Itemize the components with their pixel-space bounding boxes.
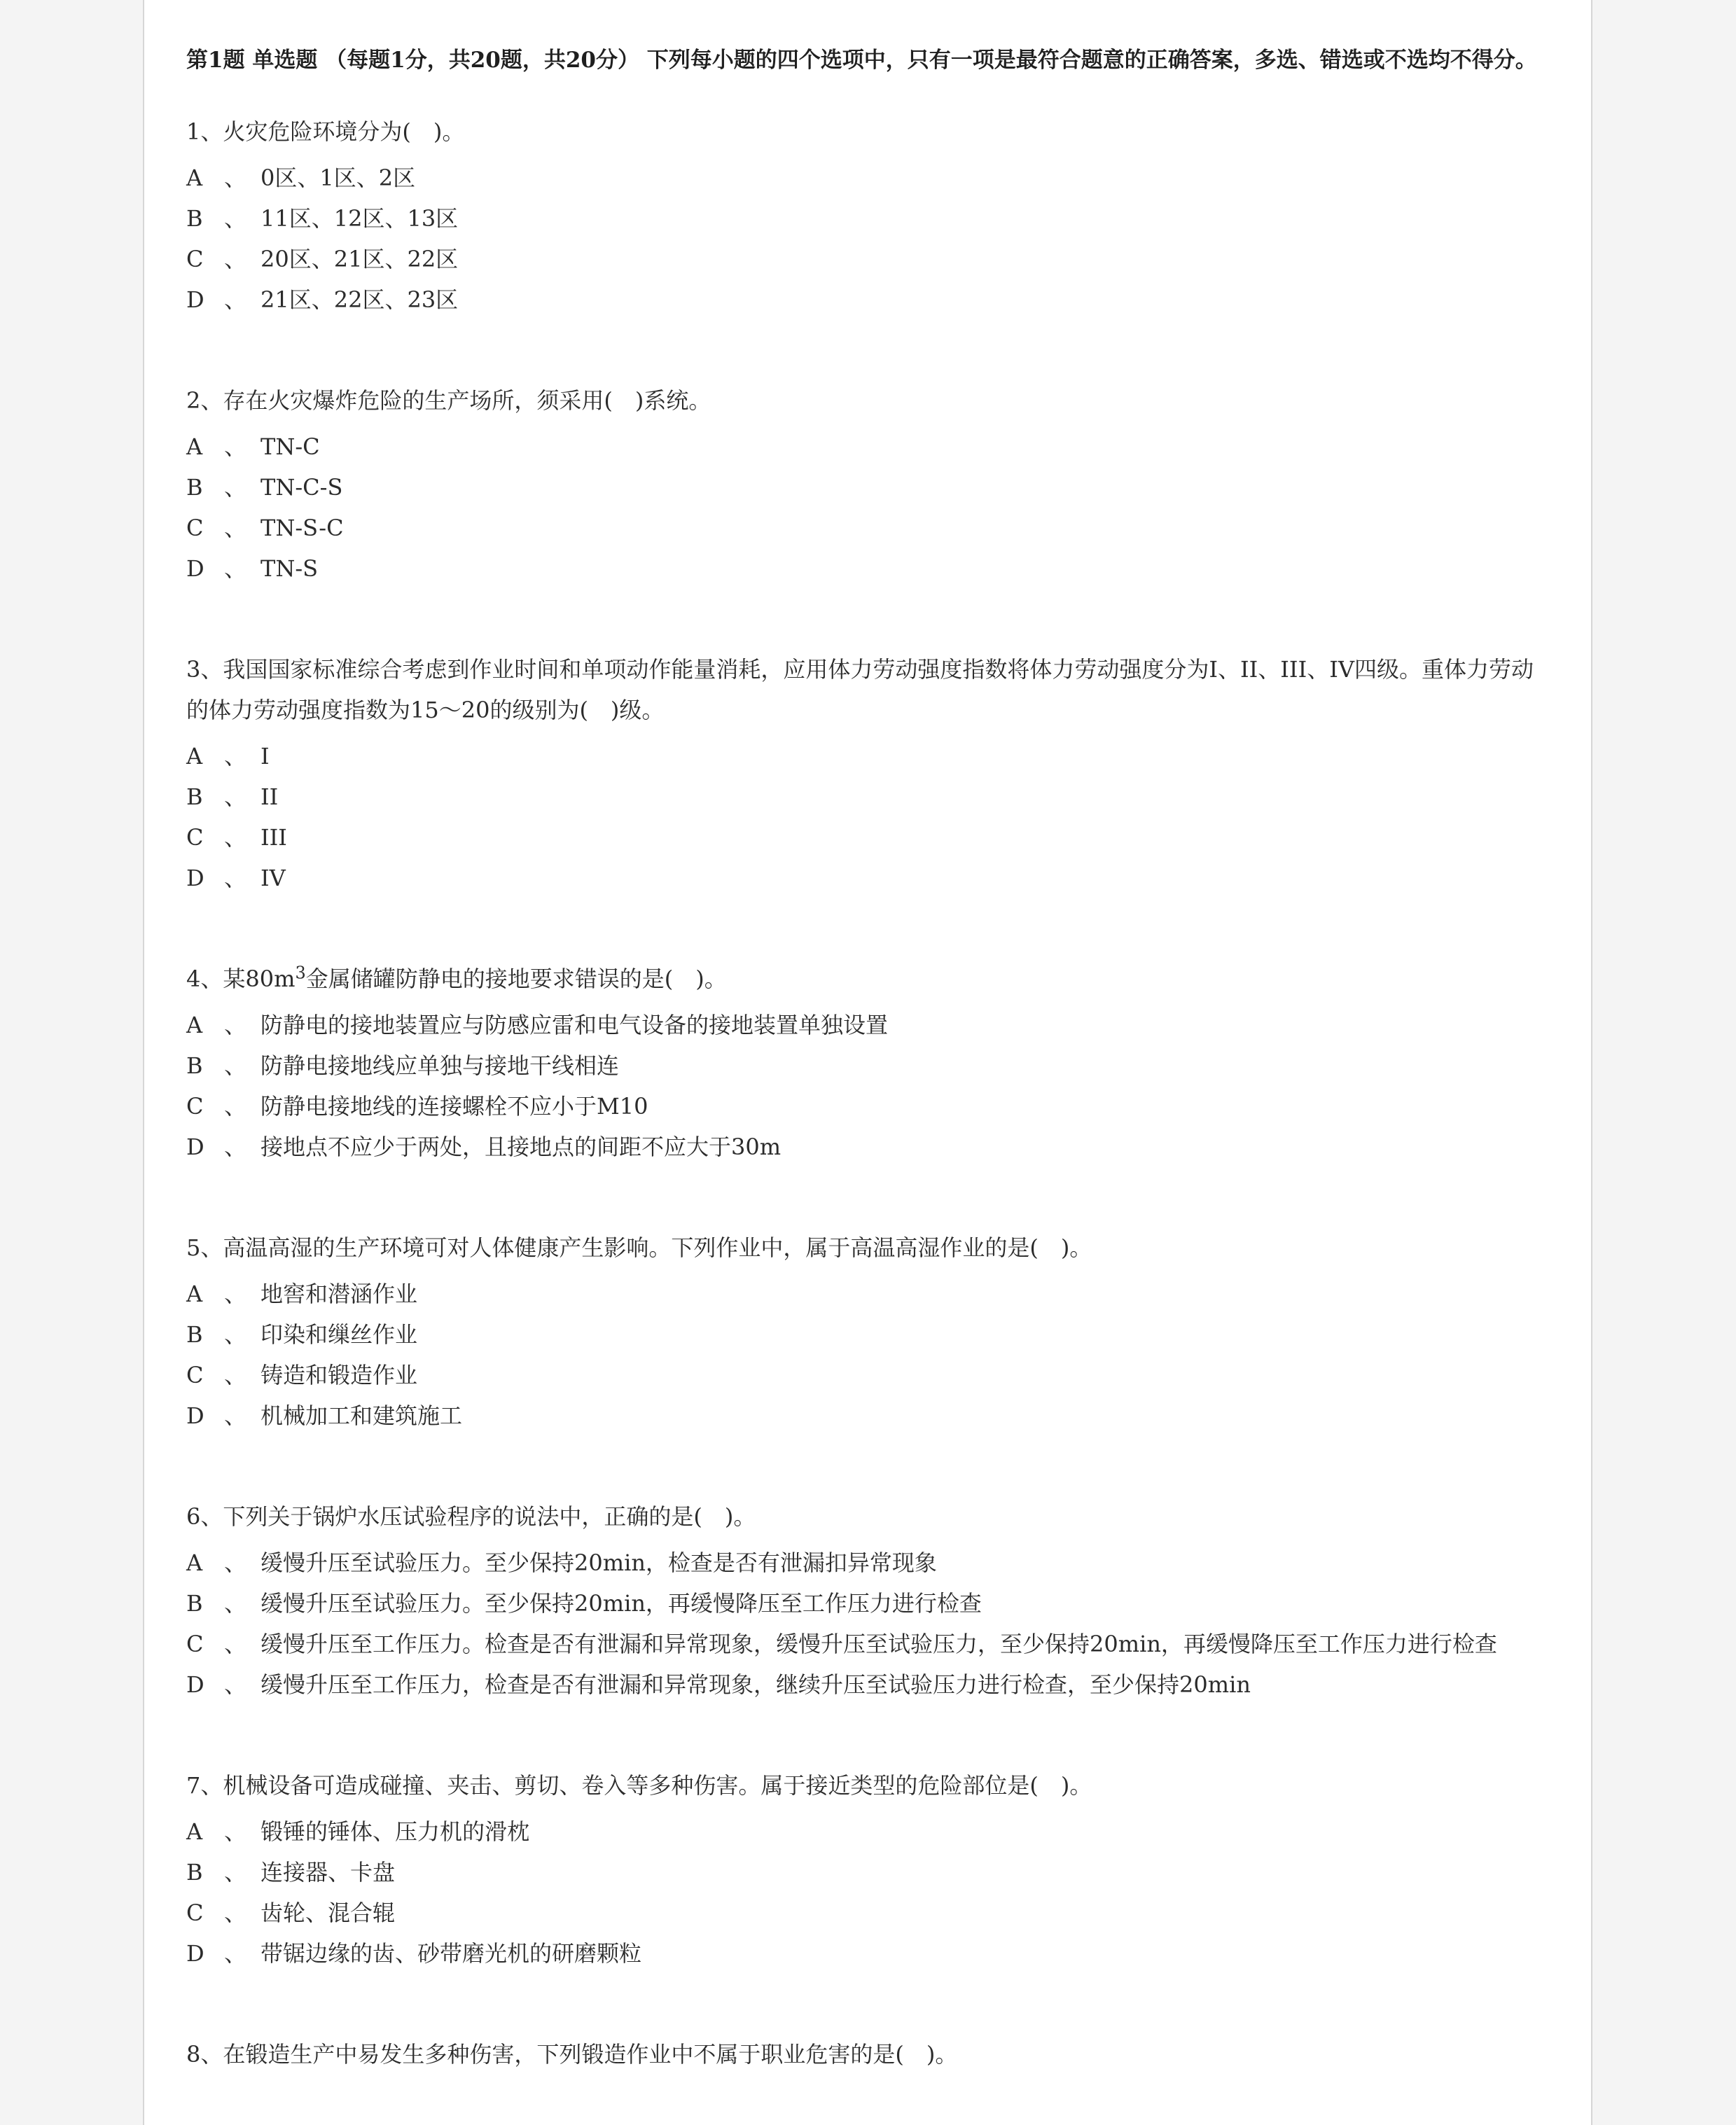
- option-letter: C: [186, 1631, 204, 1657]
- option-letter: A: [186, 743, 203, 769]
- option-text: TN-C-S: [261, 474, 343, 501]
- option-text: 防静电的接地装置应与防感应雷和电气设备的接地装置单独设置: [261, 1012, 889, 1038]
- question-7: [186, 1765, 1545, 1974]
- question-title: 8、在锻造生产中易发生多种伤害，下列锻造作业中不属于职业危害的是( )。: [186, 2041, 958, 2068]
- option-d[interactable]: [186, 279, 1545, 320]
- option-separator: 、: [224, 433, 247, 460]
- option-letter: A: [186, 1549, 203, 1576]
- option-text: 锻锤的锤体、压力机的滑枕: [261, 1818, 530, 1845]
- question-8: [186, 2034, 1545, 2075]
- option-separator: 、: [224, 515, 247, 541]
- option-separator: 、: [224, 1940, 247, 1967]
- question-6: [186, 1496, 1545, 1705]
- option-b[interactable]: [186, 776, 1545, 817]
- superscript-exponent: 3: [295, 963, 306, 983]
- option-c[interactable]: [186, 1086, 1545, 1127]
- option-separator: 、: [224, 205, 247, 232]
- option-letter: B: [186, 1590, 203, 1617]
- option-c[interactable]: [186, 1355, 1545, 1395]
- option-letter: D: [186, 865, 204, 891]
- option-a[interactable]: [186, 1811, 1545, 1852]
- option-separator: 、: [224, 1549, 247, 1576]
- question-title: [186, 959, 1545, 999]
- question-5: [186, 1227, 1545, 1436]
- option-separator: 、: [224, 286, 247, 313]
- section-header: 第1题 单选题 （每题1分，共20题，共20分） 下列每小题的四个选项中，只有一项是最符合题意的正确答案，多选、错选或不选均不得分。: [186, 48, 1537, 73]
- option-letter: D: [186, 555, 204, 582]
- option-d[interactable]: [186, 1127, 1545, 1167]
- option-d[interactable]: [186, 858, 1545, 898]
- option-text: 21区、22区、23区: [261, 286, 459, 313]
- option-separator: 、: [224, 1321, 247, 1348]
- option-letter: B: [186, 1321, 203, 1348]
- option-c[interactable]: [186, 1893, 1545, 1933]
- option-separator: 、: [224, 1900, 247, 1926]
- document-page: [143, 0, 1592, 2125]
- question-title: 2、存在火灾爆炸危险的生产场所，须采用( )系统。: [186, 387, 711, 414]
- question-title: 1、火灾危险环境分为( )。: [186, 118, 465, 145]
- question-title: 5、高温高湿的生产环境可对人体健康产生影响。下列作业中，属于高温高湿作业的是( )。: [186, 1234, 1092, 1261]
- option-separator: 、: [224, 1134, 247, 1160]
- option-letter: D: [186, 1134, 204, 1160]
- question-title: 7、机械设备可造成碰撞、夹击、剪切、卷入等多种伤害。属于接近类型的危险部位是( )。: [186, 1772, 1092, 1799]
- option-letter: C: [186, 246, 204, 272]
- option-text: I: [261, 743, 270, 769]
- option-a[interactable]: [186, 426, 1545, 467]
- option-separator: 、: [224, 824, 247, 851]
- option-text: 机械加工和建筑施工: [261, 1402, 463, 1429]
- option-separator: 、: [224, 743, 247, 769]
- option-c[interactable]: [186, 817, 1545, 858]
- option-text: 铸造和锻造作业: [261, 1362, 418, 1388]
- option-text: 齿轮、混合辊: [261, 1900, 396, 1926]
- option-b[interactable]: [186, 1852, 1545, 1893]
- option-letter: B: [186, 783, 203, 810]
- option-separator: 、: [224, 1281, 247, 1307]
- option-letter: B: [186, 1859, 203, 1886]
- option-text: TN-C: [261, 433, 320, 460]
- option-letter: D: [186, 286, 204, 313]
- option-text: TN-S-C: [261, 515, 344, 541]
- option-separator: 、: [224, 1590, 247, 1617]
- option-text: II: [261, 783, 279, 810]
- option-separator: 、: [224, 1859, 247, 1886]
- option-a[interactable]: [186, 1005, 1545, 1045]
- option-separator: 、: [224, 246, 247, 272]
- option-a[interactable]: [186, 1274, 1545, 1314]
- option-d[interactable]: [186, 1395, 1545, 1436]
- question-3: [186, 649, 1545, 898]
- option-d[interactable]: [186, 1933, 1545, 1974]
- option-a[interactable]: [186, 736, 1545, 776]
- question-title-pre: 4、某80m: [186, 966, 296, 992]
- option-a[interactable]: [186, 158, 1545, 198]
- option-c[interactable]: [186, 508, 1545, 548]
- option-separator: 、: [224, 1093, 247, 1120]
- option-letter: D: [186, 1940, 204, 1967]
- option-text: 缓慢升压至工作压力，检查是否有泄漏和异常现象，继续升压至试验压力进行检查，至少保持20min: [261, 1671, 1251, 1698]
- option-letter: A: [186, 165, 203, 191]
- option-text: TN-S: [261, 555, 319, 582]
- option-text: 11区、12区、13区: [261, 205, 459, 232]
- option-text: 带锯边缘的齿、砂带磨光机的研磨颗粒: [261, 1940, 642, 1967]
- option-letter: C: [186, 1900, 204, 1926]
- option-letter: A: [186, 1281, 203, 1307]
- option-letter: B: [186, 1052, 203, 1079]
- option-text: 0区、1区、2区: [261, 165, 416, 191]
- option-c[interactable]: [186, 239, 1545, 279]
- option-text: 缓慢升压至试验压力。至少保持20min，检查是否有泄漏扣异常现象: [261, 1549, 937, 1576]
- option-letter: A: [186, 1818, 203, 1845]
- option-text: 防静电接地线的连接螺栓不应小于M10: [261, 1093, 648, 1120]
- option-separator: 、: [224, 1052, 247, 1079]
- option-letter: C: [186, 515, 204, 541]
- option-letter: C: [186, 1093, 204, 1120]
- option-separator: 、: [224, 1362, 247, 1388]
- option-separator: 、: [224, 555, 247, 582]
- option-text: 缓慢升压至试验压力。至少保持20min，再缓慢降压至工作压力进行检查: [261, 1590, 982, 1617]
- option-separator: 、: [224, 1402, 247, 1429]
- option-b[interactable]: [186, 1045, 1545, 1086]
- option-separator: 、: [224, 474, 247, 501]
- option-letter: D: [186, 1402, 204, 1429]
- question-title: 6、下列关于锅炉水压试验程序的说法中，正确的是( )。: [186, 1503, 756, 1530]
- option-d[interactable]: [186, 1664, 1545, 1705]
- question-1: [186, 111, 1545, 320]
- option-text: III: [261, 824, 287, 851]
- option-text: 缓慢升压至工作压力。检查是否有泄漏和异常现象，缓慢升压至试验压力，至少保持20min，再缓慢降压至工作压力进行检查: [261, 1631, 1497, 1657]
- option-text: 印染和缫丝作业: [261, 1321, 418, 1348]
- option-separator: 、: [224, 865, 247, 891]
- question-4: [186, 959, 1545, 1167]
- option-text: 连接器、卡盘: [261, 1859, 396, 1886]
- option-letter: A: [186, 433, 203, 460]
- option-letter: B: [186, 205, 203, 232]
- option-text: 接地点不应少于两处，且接地点的间距不应大于30m: [261, 1134, 782, 1160]
- option-c[interactable]: [186, 1624, 1545, 1664]
- option-separator: 、: [224, 1671, 247, 1698]
- option-separator: 、: [224, 1631, 247, 1657]
- option-text: 20区、21区、22区: [261, 246, 459, 272]
- question-title-post: 金属储罐防静电的接地要求错误的是( )。: [305, 966, 727, 992]
- option-separator: 、: [224, 783, 247, 810]
- option-separator: 、: [224, 1818, 247, 1845]
- option-b[interactable]: [186, 1314, 1545, 1355]
- option-b[interactable]: [186, 467, 1545, 508]
- option-a[interactable]: [186, 1542, 1545, 1583]
- option-separator: 、: [224, 1012, 247, 1038]
- option-text: 防静电接地线应单独与接地干线相连: [261, 1052, 620, 1079]
- question-2: [186, 380, 1545, 589]
- option-b[interactable]: [186, 198, 1545, 239]
- document-content: [186, 45, 1545, 2080]
- option-letter: D: [186, 1671, 204, 1698]
- option-b[interactable]: [186, 1583, 1545, 1624]
- option-text: IV: [261, 865, 286, 891]
- option-d[interactable]: [186, 548, 1545, 589]
- option-separator: 、: [224, 165, 247, 191]
- question-title: 3、我国国家标准综合考虑到作业时间和单项动作能量消耗，应用体力劳动强度指数将体力劳动强度分为I、II、III、IV四级。重体力劳动的体力劳动强度指数为15～20的级别为( )级。: [186, 656, 1534, 723]
- option-letter: A: [186, 1012, 203, 1038]
- option-letter: B: [186, 474, 203, 501]
- option-letter: C: [186, 1362, 204, 1388]
- option-letter: C: [186, 824, 204, 851]
- option-text: 地窖和潜涵作业: [261, 1281, 418, 1307]
